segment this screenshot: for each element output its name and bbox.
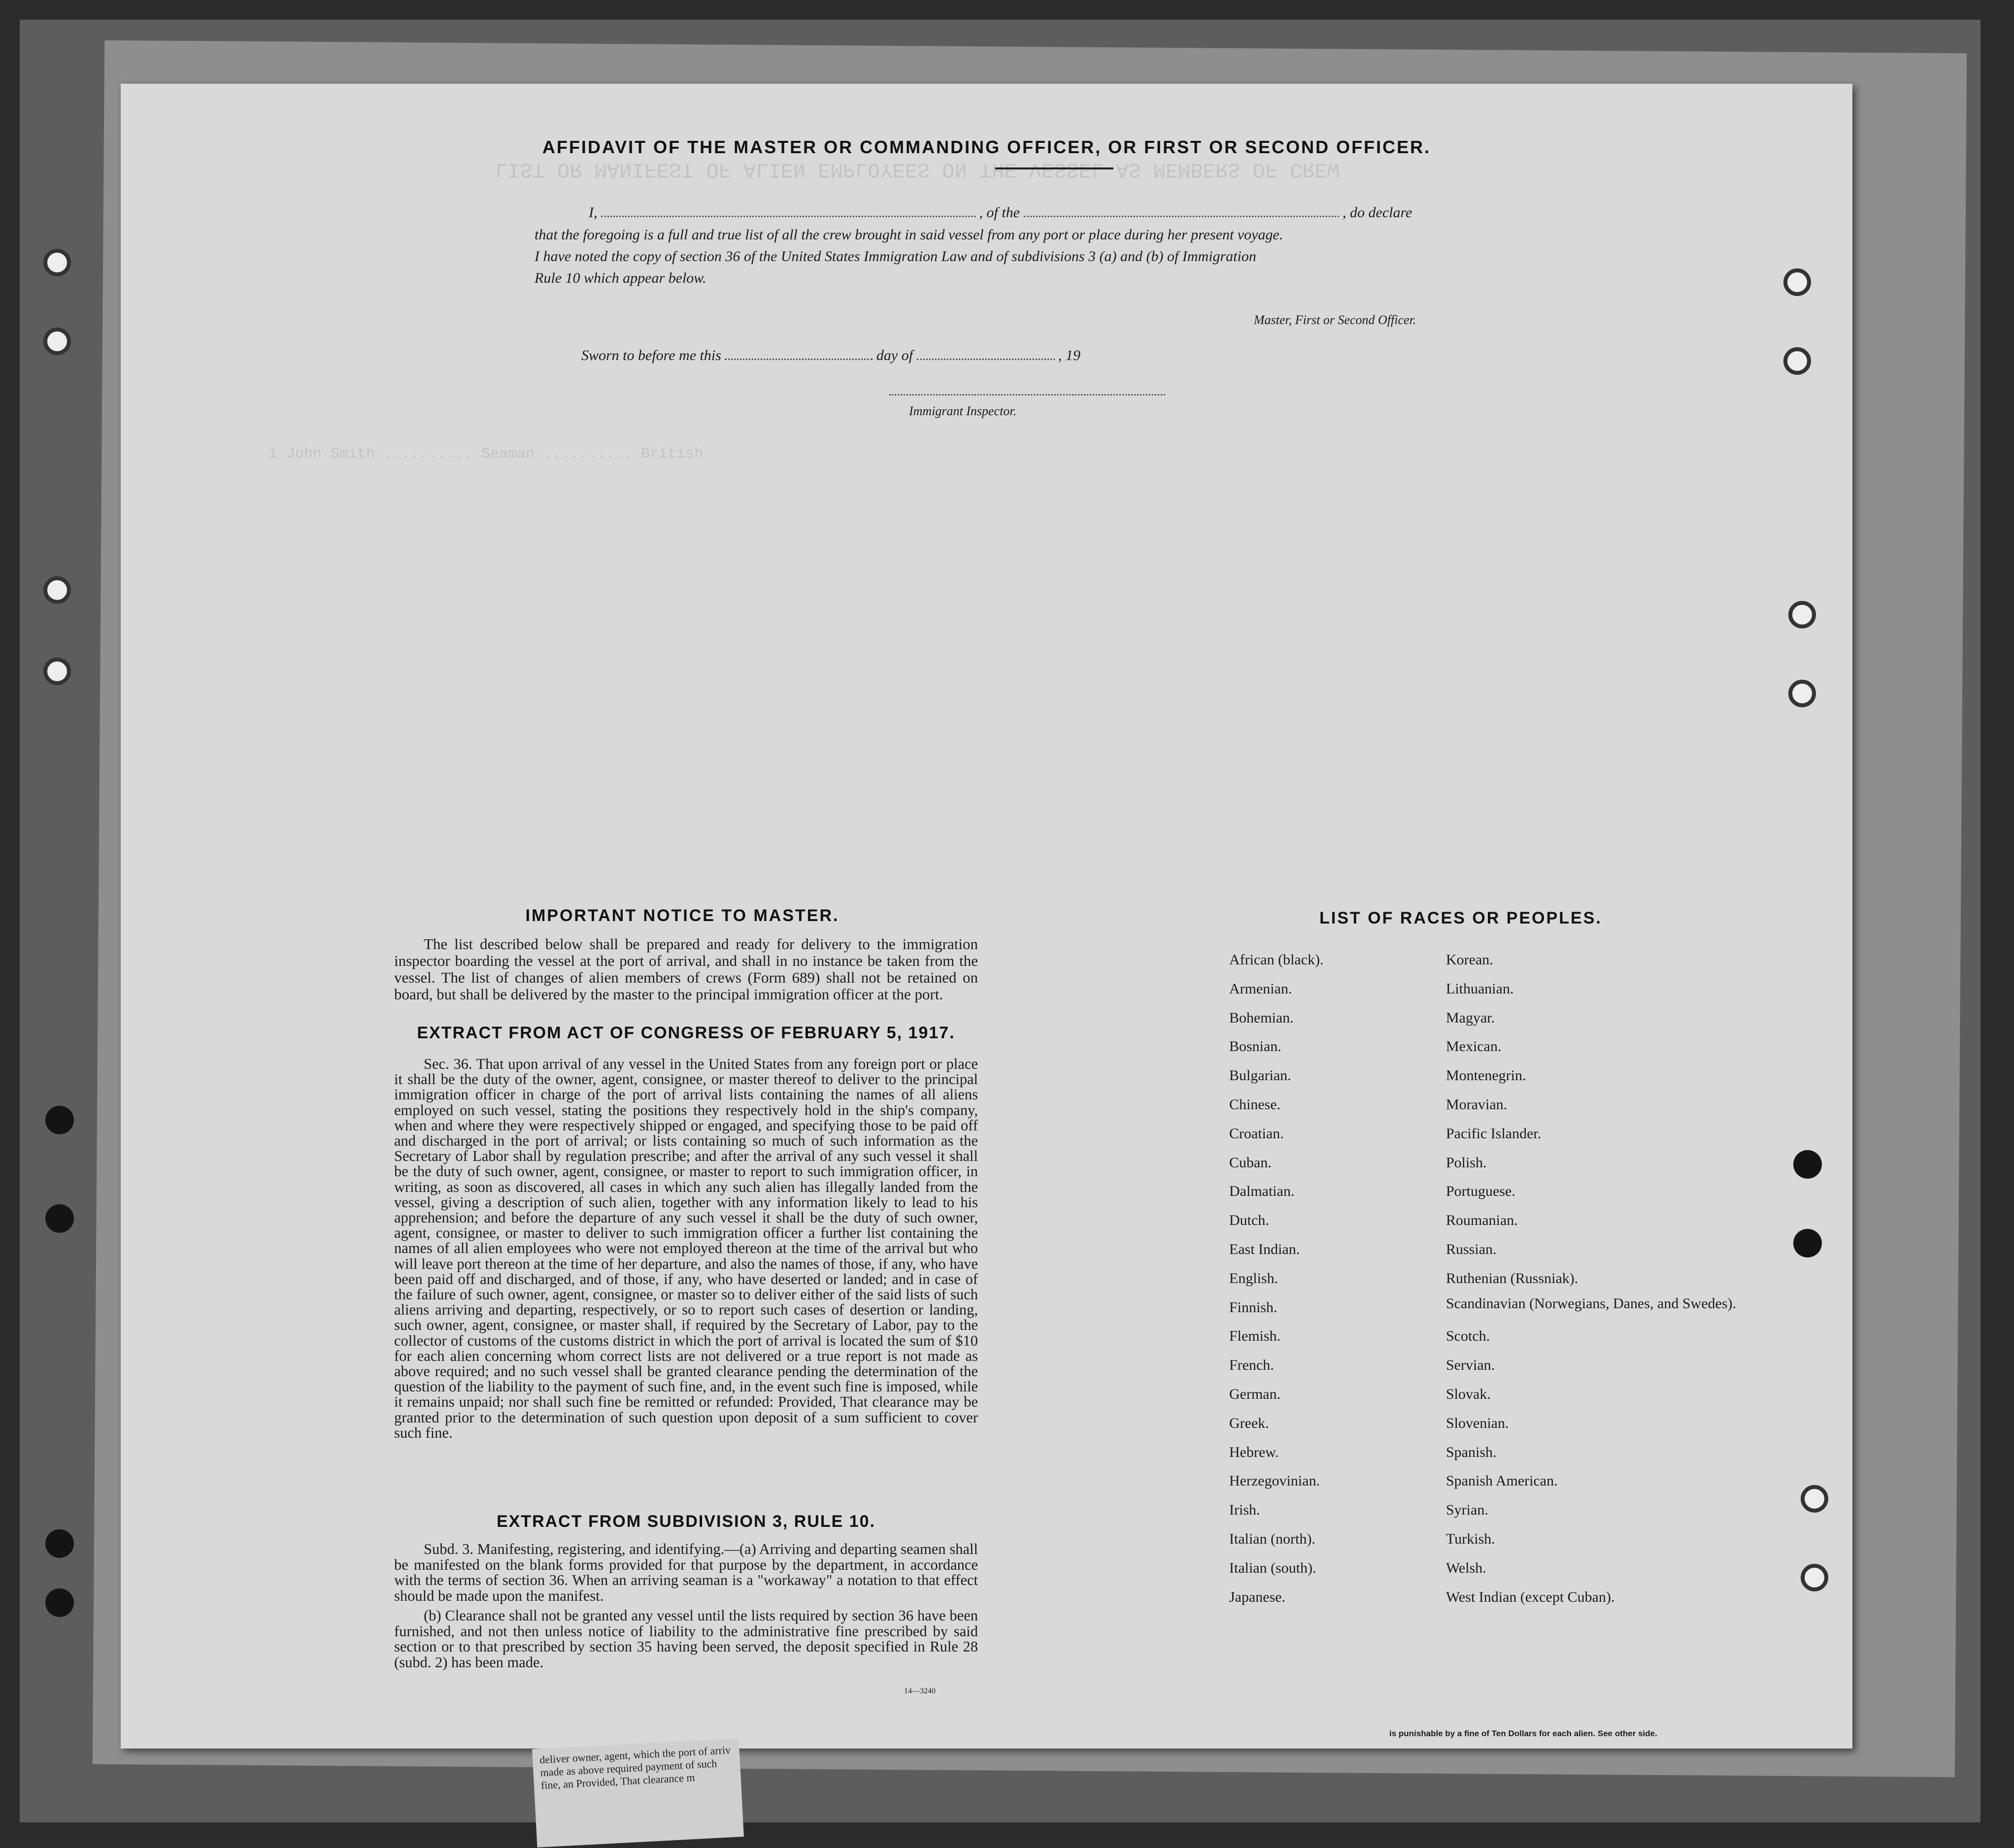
affidavit-line-4: Rule 10 which appear below.	[535, 270, 706, 286]
race-item: East Indian.	[1229, 1241, 1300, 1257]
binder-hole-icon	[1783, 347, 1811, 375]
race-item: Portuguese.	[1446, 1183, 1515, 1200]
race-item: Japanese.	[1229, 1588, 1286, 1605]
race-item: Croatian.	[1229, 1125, 1284, 1142]
race-item: Italian (south).	[1229, 1559, 1316, 1576]
notice-title: IMPORTANT NOTICE TO MASTER.	[525, 906, 839, 925]
extract-rule-subd-a: Subd. 3. Manifesting, registering, and identifying.—(a) Arriving and departing seamen shall be manifested on the blank forms provided for that purpose by the department, in accordance with the terms of section 36. When an arriving seaman is a "workaway" a notation to that effect should be made upon the manifest.	[394, 1541, 978, 1604]
torn-stub-fragment: deliver owner, agent, which the port of arriv made as above required payment of such fine, an Provided, That clearance m	[532, 1738, 744, 1848]
race-item: Chinese.	[1229, 1096, 1281, 1113]
race-item: English.	[1229, 1270, 1278, 1287]
race-item: French.	[1229, 1357, 1274, 1374]
sworn-day-field[interactable]	[725, 359, 873, 360]
race-item: West Indian (except Cuban).	[1446, 1588, 1615, 1605]
race-item: Bohemian.	[1229, 1009, 1294, 1026]
race-item: African (black).	[1229, 952, 1324, 968]
race-item: Irish.	[1229, 1502, 1260, 1518]
race-item: Welsh.	[1446, 1559, 1486, 1576]
race-item: Armenian.	[1229, 980, 1292, 997]
do-declare-label: , do declare	[1343, 204, 1412, 221]
binder-hole-icon	[1793, 1150, 1822, 1179]
bleed-through-header: LIST OR MANIFEST OF ALIEN EMPLOYEES ON THE VESSEL AS MEMBERS OF CREW	[495, 158, 1340, 181]
race-item: Slovenian.	[1446, 1415, 1509, 1431]
sworn-line	[581, 347, 1080, 364]
binder-hole-icon	[1793, 1229, 1822, 1257]
title-rule	[995, 167, 1113, 169]
binder-hole-icon	[1783, 268, 1811, 296]
inspector-label: Immigrant Inspector.	[909, 404, 1017, 418]
officer-name-field[interactable]	[601, 216, 975, 217]
race-item: Servian.	[1446, 1357, 1495, 1374]
race-item: Cuban.	[1229, 1154, 1272, 1171]
year-label: , 19	[1058, 347, 1081, 363]
race-item: Herzegovinian.	[1229, 1473, 1320, 1489]
race-item: Ruthenian (Russniak).	[1446, 1270, 1578, 1287]
day-of-label: day of	[876, 347, 913, 363]
race-item: Bosnian.	[1229, 1038, 1281, 1055]
vessel-name-field[interactable]	[1024, 216, 1339, 217]
race-item: Polish.	[1446, 1154, 1487, 1171]
race-item: German.	[1229, 1386, 1281, 1402]
form-number: 14—3240	[904, 1687, 936, 1695]
race-item: Spanish.	[1446, 1444, 1497, 1460]
race-item: Spanish American.	[1446, 1473, 1558, 1489]
race-item: Hebrew.	[1229, 1444, 1279, 1460]
race-item: Roumanian.	[1446, 1212, 1518, 1229]
binder-hole-icon	[1788, 680, 1816, 707]
race-item: Russian.	[1446, 1241, 1497, 1257]
race-item: Finnish.	[1229, 1299, 1277, 1316]
race-item: Pacific Islander.	[1446, 1125, 1542, 1142]
race-item: Mexican.	[1446, 1038, 1502, 1055]
extract-act-text: Sec. 36. That upon arrival of any vessel in the United States from any foreign port or place it shall be the duty of the owner, agent, consignee, or master thereof to deliver to the principal immigration officer in charge of the port of arrival lists containing the names of all aliens employed on such vessel, stating the positions they respectively hold in the ship's company, when and where they were respectively shipped or engaged, and specifying those to be paid off and discharged in the port of arrival; or lists containing so much of such information as the Secretary of Labor shall by regulation prescribe; and after the arrival of any such vessel it shall be the duty of such owner, agent, consignee, or master to report to such immigration officer, in writing, as soon as discovered, all cases in which any such alien has illegally landed from the vessel, giving a description of such alien, together with any information likely to lead to his apprehension; and before the departure of any such vessel it shall be the duty of such owner, agent, consignee, or master to deliver to such immigration officer a further list containing the names of all alien employees who were not employed thereon at the time of the arrival but who will leave port thereon at the time of her departure, and also the names of those, if any, who have been paid off and discharged, and of those, if any, who have deserted or landed; and in case of the failure of such owner, agent, consignee, or master so to deliver either of the said lists of such aliens arriving and departing, respectively, or so to report such cases of desertion or landing, such owner, agent, consignee, or master shall, if required by the Secretary of Labor, pay to the collector of customs of the customs district in which the port of arrival is located the sum of $10 for each alien concerning whom correct lists are not delivered or a true report is not made as above required; and no such vessel shall be granted clearance pending the determination of the question of the liability to the payment of such fine, and, in the event such fine is imposed, while it remains unpaid; nor shall such fine be remitted or refunded: Provided, That clearance may be granted prior to the determination of such question upon deposit of a sum sufficient to cover such fine.	[394, 1056, 978, 1441]
binder-hole-icon	[1801, 1485, 1828, 1513]
race-item: Bulgarian.	[1229, 1067, 1291, 1084]
extract-rule-title: EXTRACT FROM SUBDIVISION 3, RULE 10.	[496, 1512, 876, 1531]
binder-hole-icon	[45, 1529, 74, 1558]
binder-hole-icon	[1801, 1564, 1828, 1591]
race-item: Turkish.	[1446, 1530, 1495, 1547]
binder-hole-icon	[45, 1588, 74, 1617]
race-item: Greek.	[1229, 1415, 1269, 1431]
binder-hole-icon	[43, 658, 71, 685]
notice-text: The list described below shall be prepared and ready for delivery to the immigration inspector boarding the vessel at the port of arrival, and shall in no instance be taken from the vessel. The list of changes of alien members of crews (Form 689) shall not be retained on board, but shall be delivered by the master to the principal immigration officer at the port.	[394, 935, 978, 1003]
race-item: Slovak.	[1446, 1386, 1491, 1402]
i-label: I,	[589, 204, 598, 221]
manifest-page-back	[121, 84, 1852, 1749]
sworn-label: Sworn to before me this	[581, 347, 721, 363]
race-item: Korean.	[1446, 952, 1493, 968]
affidavit-line-3: I have noted the copy of section 36 of the United States Immigration Law and of subdivisions 3 (a) and (b) of Immigration	[535, 248, 1256, 264]
race-item: Flemish.	[1229, 1328, 1281, 1345]
sworn-month-field[interactable]	[917, 359, 1055, 360]
races-title: LIST OF RACES OR PEOPLES.	[1319, 909, 1602, 927]
binder-hole-icon	[43, 249, 71, 276]
inspector-signature-field[interactable]	[889, 394, 1165, 396]
extract-act-title: EXTRACT FROM ACT OF CONGRESS OF FEBRUARY 5, 1917.	[417, 1023, 955, 1042]
affidavit-line-2: that the foregoing is a full and true list of all the crew brought in said vessel from any port or place during her present voyage.	[535, 227, 1283, 243]
binder-hole-icon	[45, 1106, 74, 1134]
race-item: Scotch.	[1446, 1328, 1490, 1345]
signature-label: Master, First or Second Officer.	[1254, 313, 1416, 327]
affidavit-line-1	[589, 204, 1412, 221]
race-item: Montenegrin.	[1446, 1067, 1526, 1084]
races-right-column	[1446, 946, 1736, 1612]
binder-hole-icon	[43, 576, 71, 604]
race-item: Lithuanian.	[1446, 980, 1514, 997]
race-item: Dalmatian.	[1229, 1183, 1295, 1200]
bleed-through-row: 1 John Smith .......... Seaman .......... British	[269, 446, 704, 462]
races-left-column	[1229, 946, 1441, 1612]
extract-rule-subd-b: (b) Clearance shall not be granted any vessel until the lists required by section 36 have been furnished, and not then unless notice of liability to the administrative fine prescribed by said section or to that prescribed by section 35 having been served, the deposit specified in Rule 28 (subd. 2) has been made.	[394, 1607, 978, 1671]
race-item: Italian (north).	[1229, 1530, 1315, 1547]
binder-hole-icon	[45, 1204, 74, 1233]
race-item: Dutch.	[1229, 1212, 1269, 1229]
race-item: Scandinavian (Norwegians, Danes, and Swedes).	[1446, 1295, 1736, 1312]
race-item: Magyar.	[1446, 1009, 1495, 1026]
footer-note: is punishable by a fine of Ten Dollars for each alien. See other side.	[1389, 1729, 1657, 1738]
race-item: Syrian.	[1446, 1502, 1488, 1518]
race-item: Moravian.	[1446, 1096, 1508, 1113]
binder-hole-icon	[43, 328, 71, 355]
affidavit-title: AFFIDAVIT OF THE MASTER OR COMMANDING OFFICER, OR FIRST OR SECOND OFFICER.	[542, 137, 1431, 157]
binder-hole-icon	[1788, 601, 1816, 628]
of-the-label: , of the	[979, 204, 1020, 221]
